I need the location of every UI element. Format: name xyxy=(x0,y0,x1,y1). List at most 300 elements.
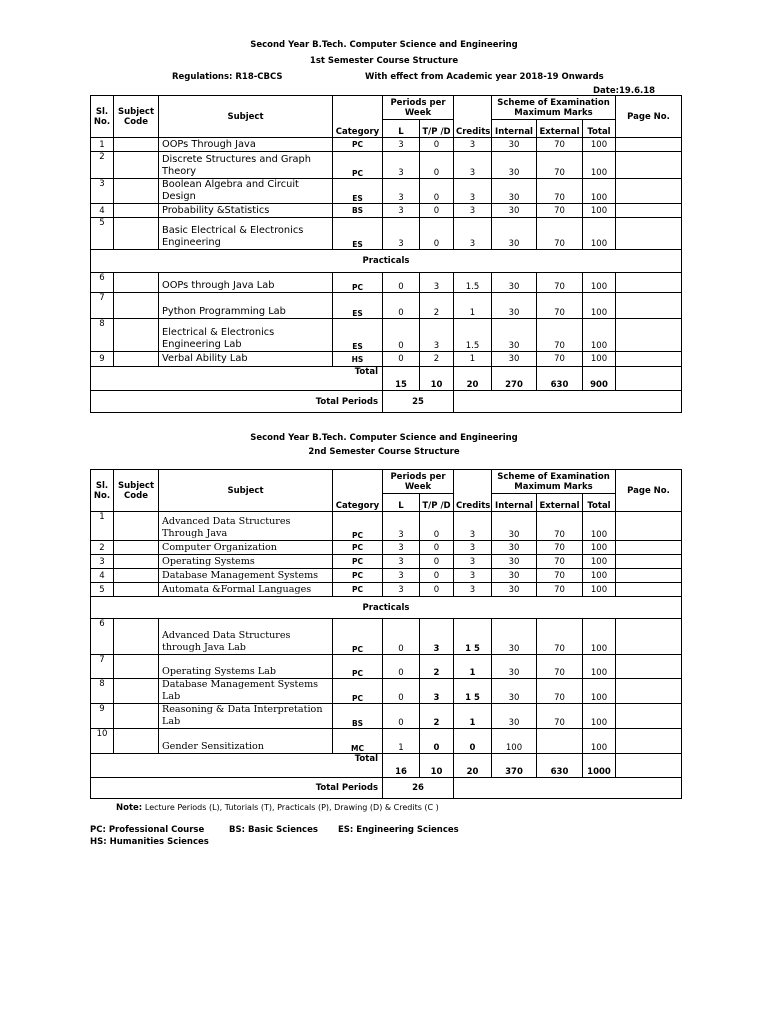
internal-cell: 30 xyxy=(492,512,537,541)
sl-cell: 2 xyxy=(91,152,114,179)
credits-cell: 1.5 xyxy=(454,319,492,352)
course-row xyxy=(91,152,682,179)
sl-cell: 1 xyxy=(91,512,114,541)
code-cell xyxy=(114,352,159,367)
l-cell: 3 xyxy=(383,204,420,218)
tp-cell: 3 xyxy=(420,619,454,655)
tp-cell: 2 xyxy=(420,293,454,319)
sem1-table xyxy=(90,95,682,413)
credits-cell: 1 xyxy=(454,655,492,679)
scheme-header: Scheme of Examination Maximum Marks xyxy=(492,470,616,494)
course-row xyxy=(91,569,682,583)
credits-cell: 3 xyxy=(454,569,492,583)
lab-row xyxy=(91,679,682,704)
code-header: Subject Code xyxy=(114,470,159,512)
total-cell: 100 xyxy=(583,273,616,293)
legend-hs: HS: Humanities Sciences xyxy=(90,837,209,847)
code-cell xyxy=(114,204,159,218)
external-cell: 70 xyxy=(537,152,583,179)
page-cell xyxy=(616,569,682,583)
category-cell: HS xyxy=(333,352,383,367)
total-periods-blank xyxy=(454,391,682,413)
total-cell: 100 xyxy=(583,655,616,679)
note-label: Note: xyxy=(116,803,143,813)
internal-cell: 30 xyxy=(492,655,537,679)
scheme-header: Scheme of Examination Maximum Marks xyxy=(492,96,616,120)
tp-cell: 0 xyxy=(420,204,454,218)
page-cell xyxy=(616,512,682,541)
external-cell: 70 xyxy=(537,512,583,541)
credits-cell: 3 xyxy=(454,179,492,204)
l-cell: 3 xyxy=(383,138,420,152)
total-cell: 100 xyxy=(583,179,616,204)
sem2-header-row-1 xyxy=(91,470,682,494)
subject-cell: Electrical & Electronics Engineering Lab xyxy=(159,319,333,352)
external-cell: 70 xyxy=(537,569,583,583)
subject-cell: Advanced Data Structures Through Java xyxy=(159,512,333,541)
sl-header: Sl. No. xyxy=(91,96,114,138)
total-cell: 100 xyxy=(583,512,616,541)
course-row xyxy=(91,541,682,555)
tp-cell: 3 xyxy=(420,273,454,293)
internal-cell: 30 xyxy=(492,555,537,569)
sl-cell: 6 xyxy=(91,619,114,655)
l-header: L xyxy=(383,494,420,512)
external-cell: 70 xyxy=(537,179,583,204)
page-cell xyxy=(616,583,682,597)
page-cell xyxy=(616,319,682,352)
subject-cell: Boolean Algebra and Circuit Design xyxy=(159,179,333,204)
total-cell: 100 xyxy=(583,352,616,367)
credits-cell: 1.5 xyxy=(454,273,492,293)
code-cell xyxy=(114,138,159,152)
sem2-practicals-row xyxy=(91,597,682,619)
course-row xyxy=(91,204,682,218)
page-cell xyxy=(616,293,682,319)
l-cell: 3 xyxy=(383,541,420,555)
category-cell: PC xyxy=(333,541,383,555)
subject-cell: Database Management Systems xyxy=(159,569,333,583)
credits-cell: 3 xyxy=(454,541,492,555)
code-cell xyxy=(114,679,159,704)
code-cell xyxy=(114,512,159,541)
total-cell: 100 xyxy=(583,218,616,250)
legend-pc: PC: Professional Course xyxy=(90,825,205,835)
l-cell: 1 xyxy=(383,729,420,754)
note-text: Lecture Periods (L), Tutorials (T), Practicals (P), Drawing (D) & Credits (C ) xyxy=(144,803,439,812)
page-cell xyxy=(616,204,682,218)
total-cell: 100 xyxy=(583,152,616,179)
tp-cell: 3 xyxy=(420,319,454,352)
sl-cell: 4 xyxy=(91,569,114,583)
page-cell xyxy=(616,179,682,204)
note xyxy=(116,803,439,813)
total-external: 630 xyxy=(537,754,583,778)
code-header: Subject Code xyxy=(114,96,159,138)
credits-cell: 0 xyxy=(454,729,492,754)
internal-cell: 30 xyxy=(492,204,537,218)
effect-date: With effect from Academic year 2018-19 Onwards xyxy=(365,72,604,82)
course-row xyxy=(91,138,682,152)
internal-cell: 30 xyxy=(492,152,537,179)
page-cell xyxy=(616,679,682,704)
tp-header: T/P /D xyxy=(420,120,454,138)
external-cell: 70 xyxy=(537,319,583,352)
total-label: Total xyxy=(91,367,383,391)
sl-cell: 6 xyxy=(91,273,114,293)
external-cell: 70 xyxy=(537,679,583,704)
sem1-subtitle: 1st Semester Course Structure xyxy=(309,56,459,66)
sl-header: Sl. No. xyxy=(91,470,114,512)
internal-cell: 100 xyxy=(492,729,537,754)
sl-cell: 4 xyxy=(91,204,114,218)
external-cell: 70 xyxy=(537,293,583,319)
external-header: External xyxy=(537,120,583,138)
page-cell xyxy=(616,704,682,729)
subject-cell: Database Management Systems Lab xyxy=(159,679,333,704)
category-cell: BS xyxy=(333,204,383,218)
total-cell: 100 xyxy=(583,293,616,319)
l-cell: 3 xyxy=(383,179,420,204)
lab-row xyxy=(91,655,682,679)
total-cell: 100 xyxy=(583,619,616,655)
external-cell: 70 xyxy=(537,138,583,152)
external-cell: 70 xyxy=(537,273,583,293)
page-cell xyxy=(616,619,682,655)
category-cell: PC xyxy=(333,138,383,152)
sl-cell: 3 xyxy=(91,555,114,569)
l-cell: 3 xyxy=(383,218,420,250)
credits-cell: 3 xyxy=(454,555,492,569)
credits-cell: 3 xyxy=(454,512,492,541)
l-cell: 3 xyxy=(383,569,420,583)
code-cell xyxy=(114,218,159,250)
total-cell: 100 xyxy=(583,679,616,704)
external-cell: 70 xyxy=(537,218,583,250)
external-cell xyxy=(537,729,583,754)
tp-cell: 3 xyxy=(420,679,454,704)
page-cell xyxy=(616,541,682,555)
sl-cell: 9 xyxy=(91,352,114,367)
lab-row xyxy=(91,704,682,729)
subject-cell: Python Programming Lab xyxy=(159,293,333,319)
category-header: Category xyxy=(333,470,383,512)
lab-row xyxy=(91,729,682,754)
category-header: Category xyxy=(333,96,383,138)
tp-cell: 0 xyxy=(420,541,454,555)
sem1-total-periods-row xyxy=(91,391,682,413)
lab-row xyxy=(91,619,682,655)
internal-cell: 30 xyxy=(492,293,537,319)
total-total: 1000 xyxy=(583,754,616,778)
sem2-title: Second Year B.Tech. Computer Science and Engineering xyxy=(250,433,518,443)
sem2-total-periods-row xyxy=(91,778,682,799)
total-credits: 20 xyxy=(454,754,492,778)
credits-cell: 1 xyxy=(454,352,492,367)
code-cell xyxy=(114,541,159,555)
external-cell: 70 xyxy=(537,704,583,729)
l-cell: 3 xyxy=(383,583,420,597)
internal-header: Internal xyxy=(492,120,537,138)
lab-row xyxy=(91,293,682,319)
subject-cell: Reasoning & Data Interpretation Lab xyxy=(159,704,333,729)
tp-cell: 0 xyxy=(420,583,454,597)
category-cell: ES xyxy=(333,218,383,250)
subject-cell: Gender Sensitization xyxy=(159,729,333,754)
category-cell: BS xyxy=(333,704,383,729)
code-cell xyxy=(114,319,159,352)
category-cell: MC xyxy=(333,729,383,754)
sem2-total-row xyxy=(91,754,682,778)
l-cell: 3 xyxy=(383,512,420,541)
sl-cell: 7 xyxy=(91,655,114,679)
external-header: External xyxy=(537,494,583,512)
sl-cell: 2 xyxy=(91,541,114,555)
external-cell: 70 xyxy=(537,583,583,597)
internal-cell: 30 xyxy=(492,138,537,152)
l-cell: 0 xyxy=(383,619,420,655)
total-cell: 100 xyxy=(583,541,616,555)
credits-cell: 3 xyxy=(454,204,492,218)
sl-cell: 3 xyxy=(91,179,114,204)
external-cell: 70 xyxy=(537,555,583,569)
page-cell xyxy=(616,352,682,367)
category-cell: PC xyxy=(333,679,383,704)
page-cell xyxy=(616,273,682,293)
internal-cell: 30 xyxy=(492,541,537,555)
code-cell xyxy=(114,152,159,179)
tp-cell: 0 xyxy=(420,218,454,250)
external-cell: 70 xyxy=(537,352,583,367)
total-l: 16 xyxy=(383,754,420,778)
category-cell: PC xyxy=(333,555,383,569)
sem1-title: Second Year B.Tech. Computer Science and Engineering xyxy=(250,40,518,50)
internal-cell: 30 xyxy=(492,704,537,729)
code-cell xyxy=(114,619,159,655)
total-total: 900 xyxy=(583,367,616,391)
total-label: Total xyxy=(91,754,383,778)
credits-header: Credits xyxy=(454,96,492,138)
sl-cell: 1 xyxy=(91,138,114,152)
page-header: Page No. xyxy=(616,96,682,138)
subject-cell: OOPs Through Java xyxy=(159,138,333,152)
subject-cell: Probability &Statistics xyxy=(159,204,333,218)
subject-cell: Operating Systems xyxy=(159,555,333,569)
tp-header: T/P /D xyxy=(420,494,454,512)
total-header: Total xyxy=(583,120,616,138)
subject-cell: Verbal Ability Lab xyxy=(159,352,333,367)
sl-cell: 9 xyxy=(91,704,114,729)
total-periods-value: 25 xyxy=(383,391,454,413)
subject-cell: Discrete Structures and Graph Theory xyxy=(159,152,333,179)
page-header: Page No. xyxy=(616,470,682,512)
total-cell: 100 xyxy=(583,729,616,754)
code-cell xyxy=(114,569,159,583)
sem1-practicals-row xyxy=(91,250,682,273)
legend-bs: BS: Basic Sciences xyxy=(229,825,318,835)
sem1-header-row-1 xyxy=(91,96,682,120)
external-cell: 70 xyxy=(537,541,583,555)
total-tp: 10 xyxy=(420,754,454,778)
internal-cell: 30 xyxy=(492,679,537,704)
internal-cell: 30 xyxy=(492,569,537,583)
total-page xyxy=(616,367,682,391)
sl-cell: 5 xyxy=(91,218,114,250)
l-cell: 0 xyxy=(383,273,420,293)
sl-cell: 8 xyxy=(91,319,114,352)
credits-cell: 3 xyxy=(454,152,492,179)
credits-cell: 3 xyxy=(454,218,492,250)
credits-cell: 1 5 xyxy=(454,679,492,704)
credits-cell: 1 xyxy=(454,293,492,319)
category-cell: PC xyxy=(333,619,383,655)
l-cell: 0 xyxy=(383,655,420,679)
l-cell: 3 xyxy=(383,555,420,569)
total-internal: 370 xyxy=(492,754,537,778)
l-cell: 0 xyxy=(383,293,420,319)
l-cell: 0 xyxy=(383,679,420,704)
course-row xyxy=(91,555,682,569)
l-cell: 3 xyxy=(383,152,420,179)
credits-cell: 3 xyxy=(454,583,492,597)
issue-date: Date:19.6.18 xyxy=(593,86,656,96)
internal-cell: 30 xyxy=(492,352,537,367)
total-cell: 100 xyxy=(583,555,616,569)
category-cell: ES xyxy=(333,319,383,352)
subject-header: Subject xyxy=(159,470,333,512)
sl-cell: 5 xyxy=(91,583,114,597)
subject-cell: Computer Organization xyxy=(159,541,333,555)
external-cell: 70 xyxy=(537,655,583,679)
tp-cell: 2 xyxy=(420,704,454,729)
total-periods-label: Total Periods xyxy=(91,391,383,413)
periods-header: Periods per Week xyxy=(383,470,454,494)
external-cell: 70 xyxy=(537,204,583,218)
sem2-subtitle: 2nd Semester Course Structure xyxy=(308,447,460,457)
subject-cell: Automata &Formal Languages xyxy=(159,583,333,597)
course-row xyxy=(91,512,682,541)
l-header: L xyxy=(383,120,420,138)
total-credits: 20 xyxy=(454,367,492,391)
total-tp: 10 xyxy=(420,367,454,391)
total-cell: 100 xyxy=(583,319,616,352)
internal-cell: 30 xyxy=(492,583,537,597)
sl-cell: 8 xyxy=(91,679,114,704)
internal-cell: 30 xyxy=(492,218,537,250)
category-cell: PC xyxy=(333,655,383,679)
total-periods-label: Total Periods xyxy=(91,778,383,799)
total-header: Total xyxy=(583,494,616,512)
lab-row xyxy=(91,352,682,367)
page-cell xyxy=(616,655,682,679)
tp-cell: 0 xyxy=(420,555,454,569)
sl-cell: 10 xyxy=(91,729,114,754)
internal-cell: 30 xyxy=(492,619,537,655)
total-periods-value: 26 xyxy=(383,778,454,799)
code-cell xyxy=(114,555,159,569)
course-row xyxy=(91,583,682,597)
subject-header: Subject xyxy=(159,96,333,138)
sem1-total-row xyxy=(91,367,682,391)
sem2-table xyxy=(90,469,682,799)
category-cell: PC xyxy=(333,569,383,583)
regulations: Regulations: R18-CBCS xyxy=(172,72,283,82)
total-internal: 270 xyxy=(492,367,537,391)
tp-cell: 0 xyxy=(420,569,454,583)
page-cell xyxy=(616,729,682,754)
tp-cell: 2 xyxy=(420,352,454,367)
subject-cell: Operating Systems Lab xyxy=(159,655,333,679)
category-cell: ES xyxy=(333,293,383,319)
total-cell: 100 xyxy=(583,569,616,583)
tp-cell: 0 xyxy=(420,138,454,152)
subject-cell: Advanced Data Structures through Java Lab xyxy=(159,619,333,655)
tp-cell: 0 xyxy=(420,179,454,204)
category-cell: PC xyxy=(333,152,383,179)
sl-cell: 7 xyxy=(91,293,114,319)
total-cell: 100 xyxy=(583,204,616,218)
course-row xyxy=(91,179,682,204)
total-cell: 100 xyxy=(583,138,616,152)
page-cell xyxy=(616,152,682,179)
credits-cell: 1 5 xyxy=(454,619,492,655)
practicals-label: Practicals xyxy=(91,597,682,619)
credits-cell: 3 xyxy=(454,138,492,152)
category-cell: PC xyxy=(333,273,383,293)
internal-cell: 30 xyxy=(492,273,537,293)
l-cell: 0 xyxy=(383,319,420,352)
category-cell: ES xyxy=(333,179,383,204)
subject-cell: OOPs through Java Lab xyxy=(159,273,333,293)
category-cell: PC xyxy=(333,512,383,541)
lab-row xyxy=(91,319,682,352)
total-cell: 100 xyxy=(583,704,616,729)
practicals-label: Practicals xyxy=(91,250,682,273)
tp-cell: 2 xyxy=(420,655,454,679)
total-l: 15 xyxy=(383,367,420,391)
code-cell xyxy=(114,293,159,319)
tp-cell: 0 xyxy=(420,729,454,754)
tp-cell: 0 xyxy=(420,152,454,179)
lab-row xyxy=(91,273,682,293)
credits-cell: 1 xyxy=(454,704,492,729)
legend-es: ES: Engineering Sciences xyxy=(338,825,459,835)
internal-header: Internal xyxy=(492,494,537,512)
total-external: 630 xyxy=(537,367,583,391)
course-row xyxy=(91,218,682,250)
l-cell: 0 xyxy=(383,352,420,367)
code-cell xyxy=(114,179,159,204)
l-cell: 0 xyxy=(383,704,420,729)
internal-cell: 30 xyxy=(492,179,537,204)
page-cell xyxy=(616,218,682,250)
code-cell xyxy=(114,273,159,293)
category-cell: PC xyxy=(333,583,383,597)
subject-cell: Basic Electrical & Electronics Engineering xyxy=(159,218,333,250)
tp-cell: 0 xyxy=(420,512,454,541)
external-cell: 70 xyxy=(537,619,583,655)
code-cell xyxy=(114,583,159,597)
total-page xyxy=(616,754,682,778)
internal-cell: 30 xyxy=(492,319,537,352)
page-cell xyxy=(616,555,682,569)
total-cell: 100 xyxy=(583,583,616,597)
code-cell xyxy=(114,704,159,729)
code-cell xyxy=(114,729,159,754)
total-periods-blank xyxy=(454,778,682,799)
page-cell xyxy=(616,138,682,152)
code-cell xyxy=(114,655,159,679)
